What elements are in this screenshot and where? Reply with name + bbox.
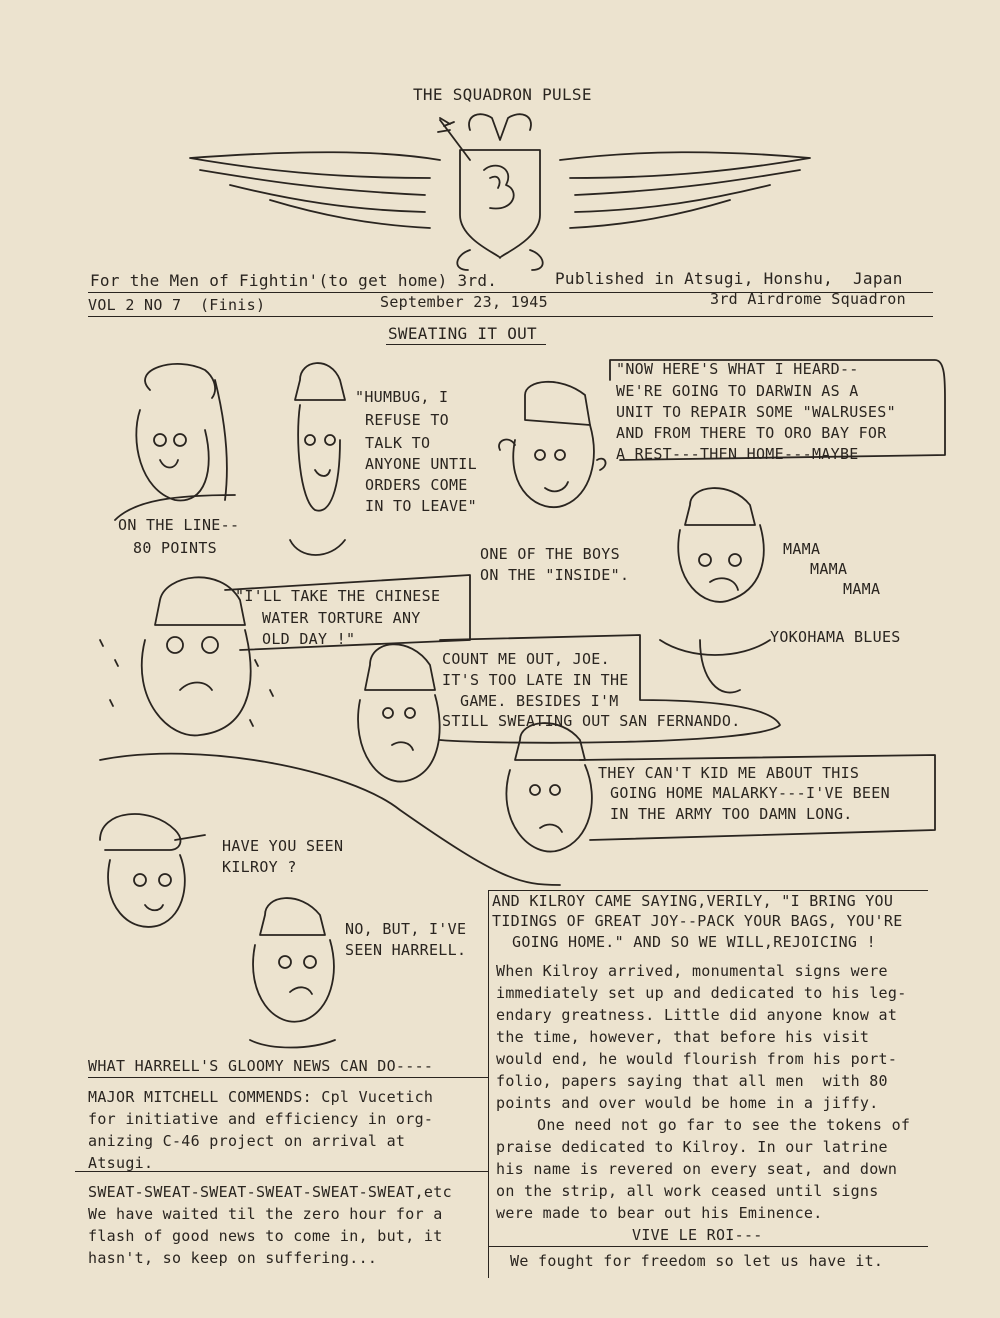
tagline-left: For the Men of Fightin'(to get home) 3rd. (90, 271, 498, 290)
headline: SWEATING IT OUT (388, 324, 537, 343)
newsletter-page: THE SQUADRON PULSE For the Men of Fightin'(to get home) 3rd. Published in Atsugi, Honshu, Japan VOL 2 NO 7 (Finis) September 23, 1945 3rd Airdrome Squadron SWEATING IT OUT ON THE LINE-- 80 POINTS "HUMBUG, I REFUSE TO TALK TO ANYONE UNTIL ORDERS COME IN TO LEAVE" "NOW HERE'S WHAT I HEARD-- WE'RE GOING TO DARWIN AS A UNIT TO REPAIR SOME "WALRUSES" AND FROM THERE TO ORO BAY FOR A REST---THEN HOME---MAYBE ONE OF THE BOYS ON THE "INSIDE". MAMA MAMA MAMA YOKOHAMA BLUES "I'LL TAKE THE CHINESE WATER TORTURE ANY OLD DAY !" COUNT ME OUT, JOE. IT'S TOO LATE IN THE GAME. BESIDES I'M STILL SWEATING OUT SAN FERNANDO. THEY CAN'T KID ME ABOUT THIS GOING HOME MALARKY---I'VE BEEN IN THE ARMY TOO DAMN LONG. HAVE YOU SEEN KILROY ? NO, BUT, I'VE SEEN HARRELL. AND KILROY CAME SAYING,VERILY, "I BRING YOU TIDINGS OF GREAT JOY--PACK YOUR BAGS, YOU'RE GOING HOME." AND SO WE WILL,REJOICING ! When Kilroy arrived, monumental signs were immediately set up and dedicated to his leg- endary greatness. Little did anyone know at the time, however, that before his visit would end, he would flourish from his port- folio, papers saying that all men with 80 points and over would be home in a jiffy. One need not go far to see the tokens of praise dedicated to Kilroy. In our latrine his name is revered on every seat, and down on the strip, all work ceased until signs were made to bear out his Eminence. VIVE LE ROI--- We fought for freedom so let us have it. WHAT HARRELL'S GLOOMY NEWS CAN DO---- MAJOR MITCHELL COMMENDS: Cpl Vucetich for initiative and efficiency in org- anizing C-46 project on arrival at Atsugi. SWEAT-SWEAT-SWEAT-SWEAT-SWEAT-SWEAT,etc We have waited til the zero hour for a flash of good news to come in, but, it hasn't, so keep on suffering... (0, 0, 1000, 1318)
tagline-right: Published in Atsugi, Honshu, Japan (555, 269, 903, 288)
footer-motto: We fought for freedom so let us have it. (510, 1252, 884, 1270)
gloomy-rule (88, 1077, 488, 1078)
article-closing: VIVE LE ROI--- (632, 1226, 763, 1244)
volume-number: VOL 2 NO 7 (Finis) (88, 296, 266, 314)
masthead-rule-lower (88, 316, 933, 317)
column-divider (488, 890, 489, 1278)
headline-underline (386, 344, 546, 345)
newsletter-title: THE SQUADRON PULSE (413, 85, 592, 104)
caption-yokohama: YOKOHAMA BLUES (770, 628, 901, 646)
issue-date: September 23, 1945 (380, 293, 548, 311)
article-top-rule (488, 890, 928, 891)
footer-rule (488, 1246, 928, 1247)
gloomy-heading: WHAT HARRELL'S GLOOMY NEWS CAN DO---- (88, 1057, 434, 1075)
unit-name: 3rd Airdrome Squadron (710, 290, 906, 308)
commends-rule (75, 1171, 488, 1172)
